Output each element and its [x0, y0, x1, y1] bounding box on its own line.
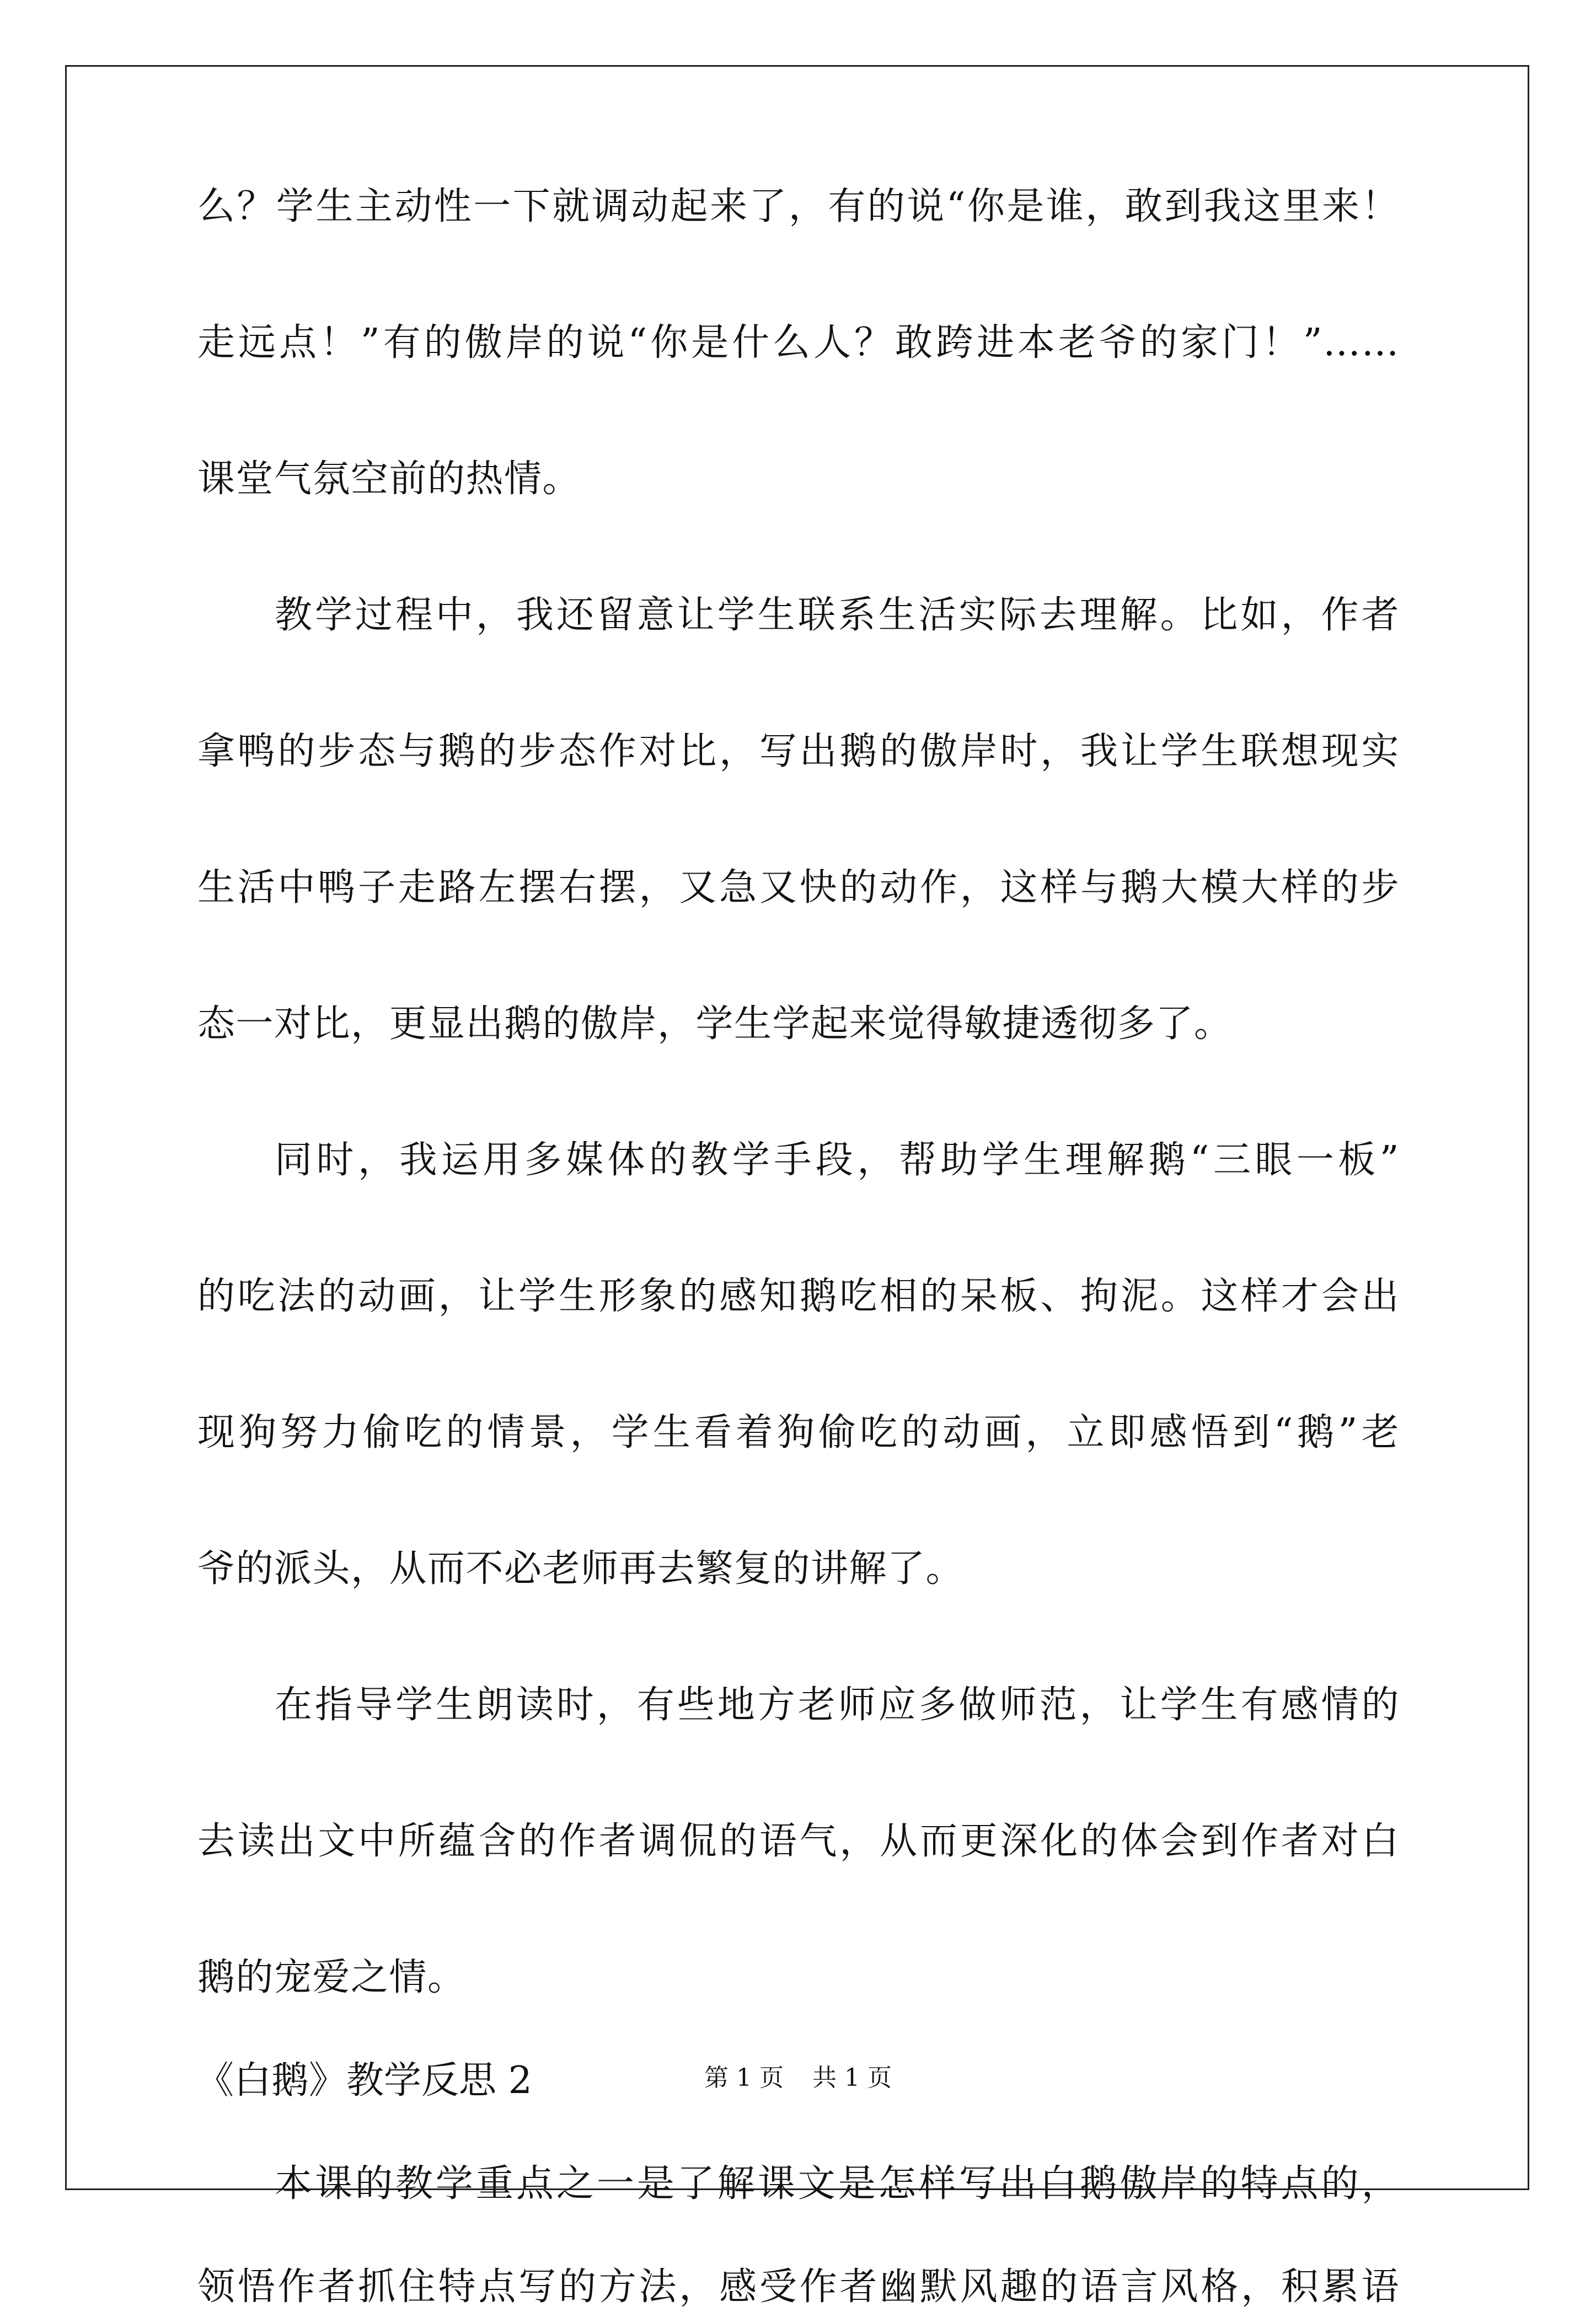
- page-border: [65, 65, 1529, 2190]
- paragraph-first-line: 本课的教学重点之一是了解课文是怎样写出白鹅傲岸的特点的，: [275, 2162, 1400, 2206]
- text-line: 走远点！”有的傲岸的说“你是什么人？敢跨进本老爷的家门！”……: [197, 321, 1400, 365]
- text-line: 现狗努力偷吃的情景，学生看着狗偷吃的动画，立即感悟到“鹅”老: [197, 1411, 1400, 1454]
- text-line: 课堂气氛空前的热情。: [197, 457, 581, 501]
- text-line: 态一对比，更显出鹅的傲岸，学生学起来觉得敏捷透彻多了。: [197, 1002, 1233, 1046]
- text-line: 领悟作者抓住特点写的方法，感受作者幽默风趣的语言风格，积累语: [197, 2265, 1400, 2309]
- page-total: 共 1 页: [812, 2064, 892, 2092]
- text-line: 爷的派头，从而不必老师再去繁复的讲解了。: [197, 1547, 965, 1591]
- paragraph-first-line: 在指导学生朗读时，有些地方老师应多做师范，让学生有感情的: [275, 1683, 1400, 1727]
- paragraph-first-line: 教学过程中，我还留意让学生联系生活实际去理解。比如，作者: [275, 593, 1400, 637]
- text-line: 鹅的宠爱之情。: [197, 1956, 466, 1999]
- page-footer: [0, 2062, 1596, 2095]
- text-line: 生活中鸭子走路左摆右摆，又急又快的动作，这样与鹅大模大样的步: [197, 866, 1400, 909]
- paragraph-first-line: 同时，我运用多媒体的教学手段，帮助学生理解鹅“三眼一板”: [275, 1138, 1400, 1182]
- text-line: 去读出文中所蕴含的作者调侃的语气，从而更深化的体会到作者对白: [197, 1819, 1400, 1863]
- text-line: 拿鸭的步态与鹅的步态作对比，写出鹅的傲岸时，我让学生联想现实: [197, 730, 1400, 773]
- text-line: 么？学生主动性一下就调动起来了，有的说“你是谁，敢到我这里来！: [197, 185, 1400, 228]
- page-number: 第 1 页: [704, 2064, 784, 2092]
- section-heading: 《白鹅》教学反思 2: [196, 2059, 532, 2102]
- text-line: 的吃法的动画，让学生形象的感知鹅吃相的呆板、拘泥。这样才会出: [197, 1275, 1400, 1318]
